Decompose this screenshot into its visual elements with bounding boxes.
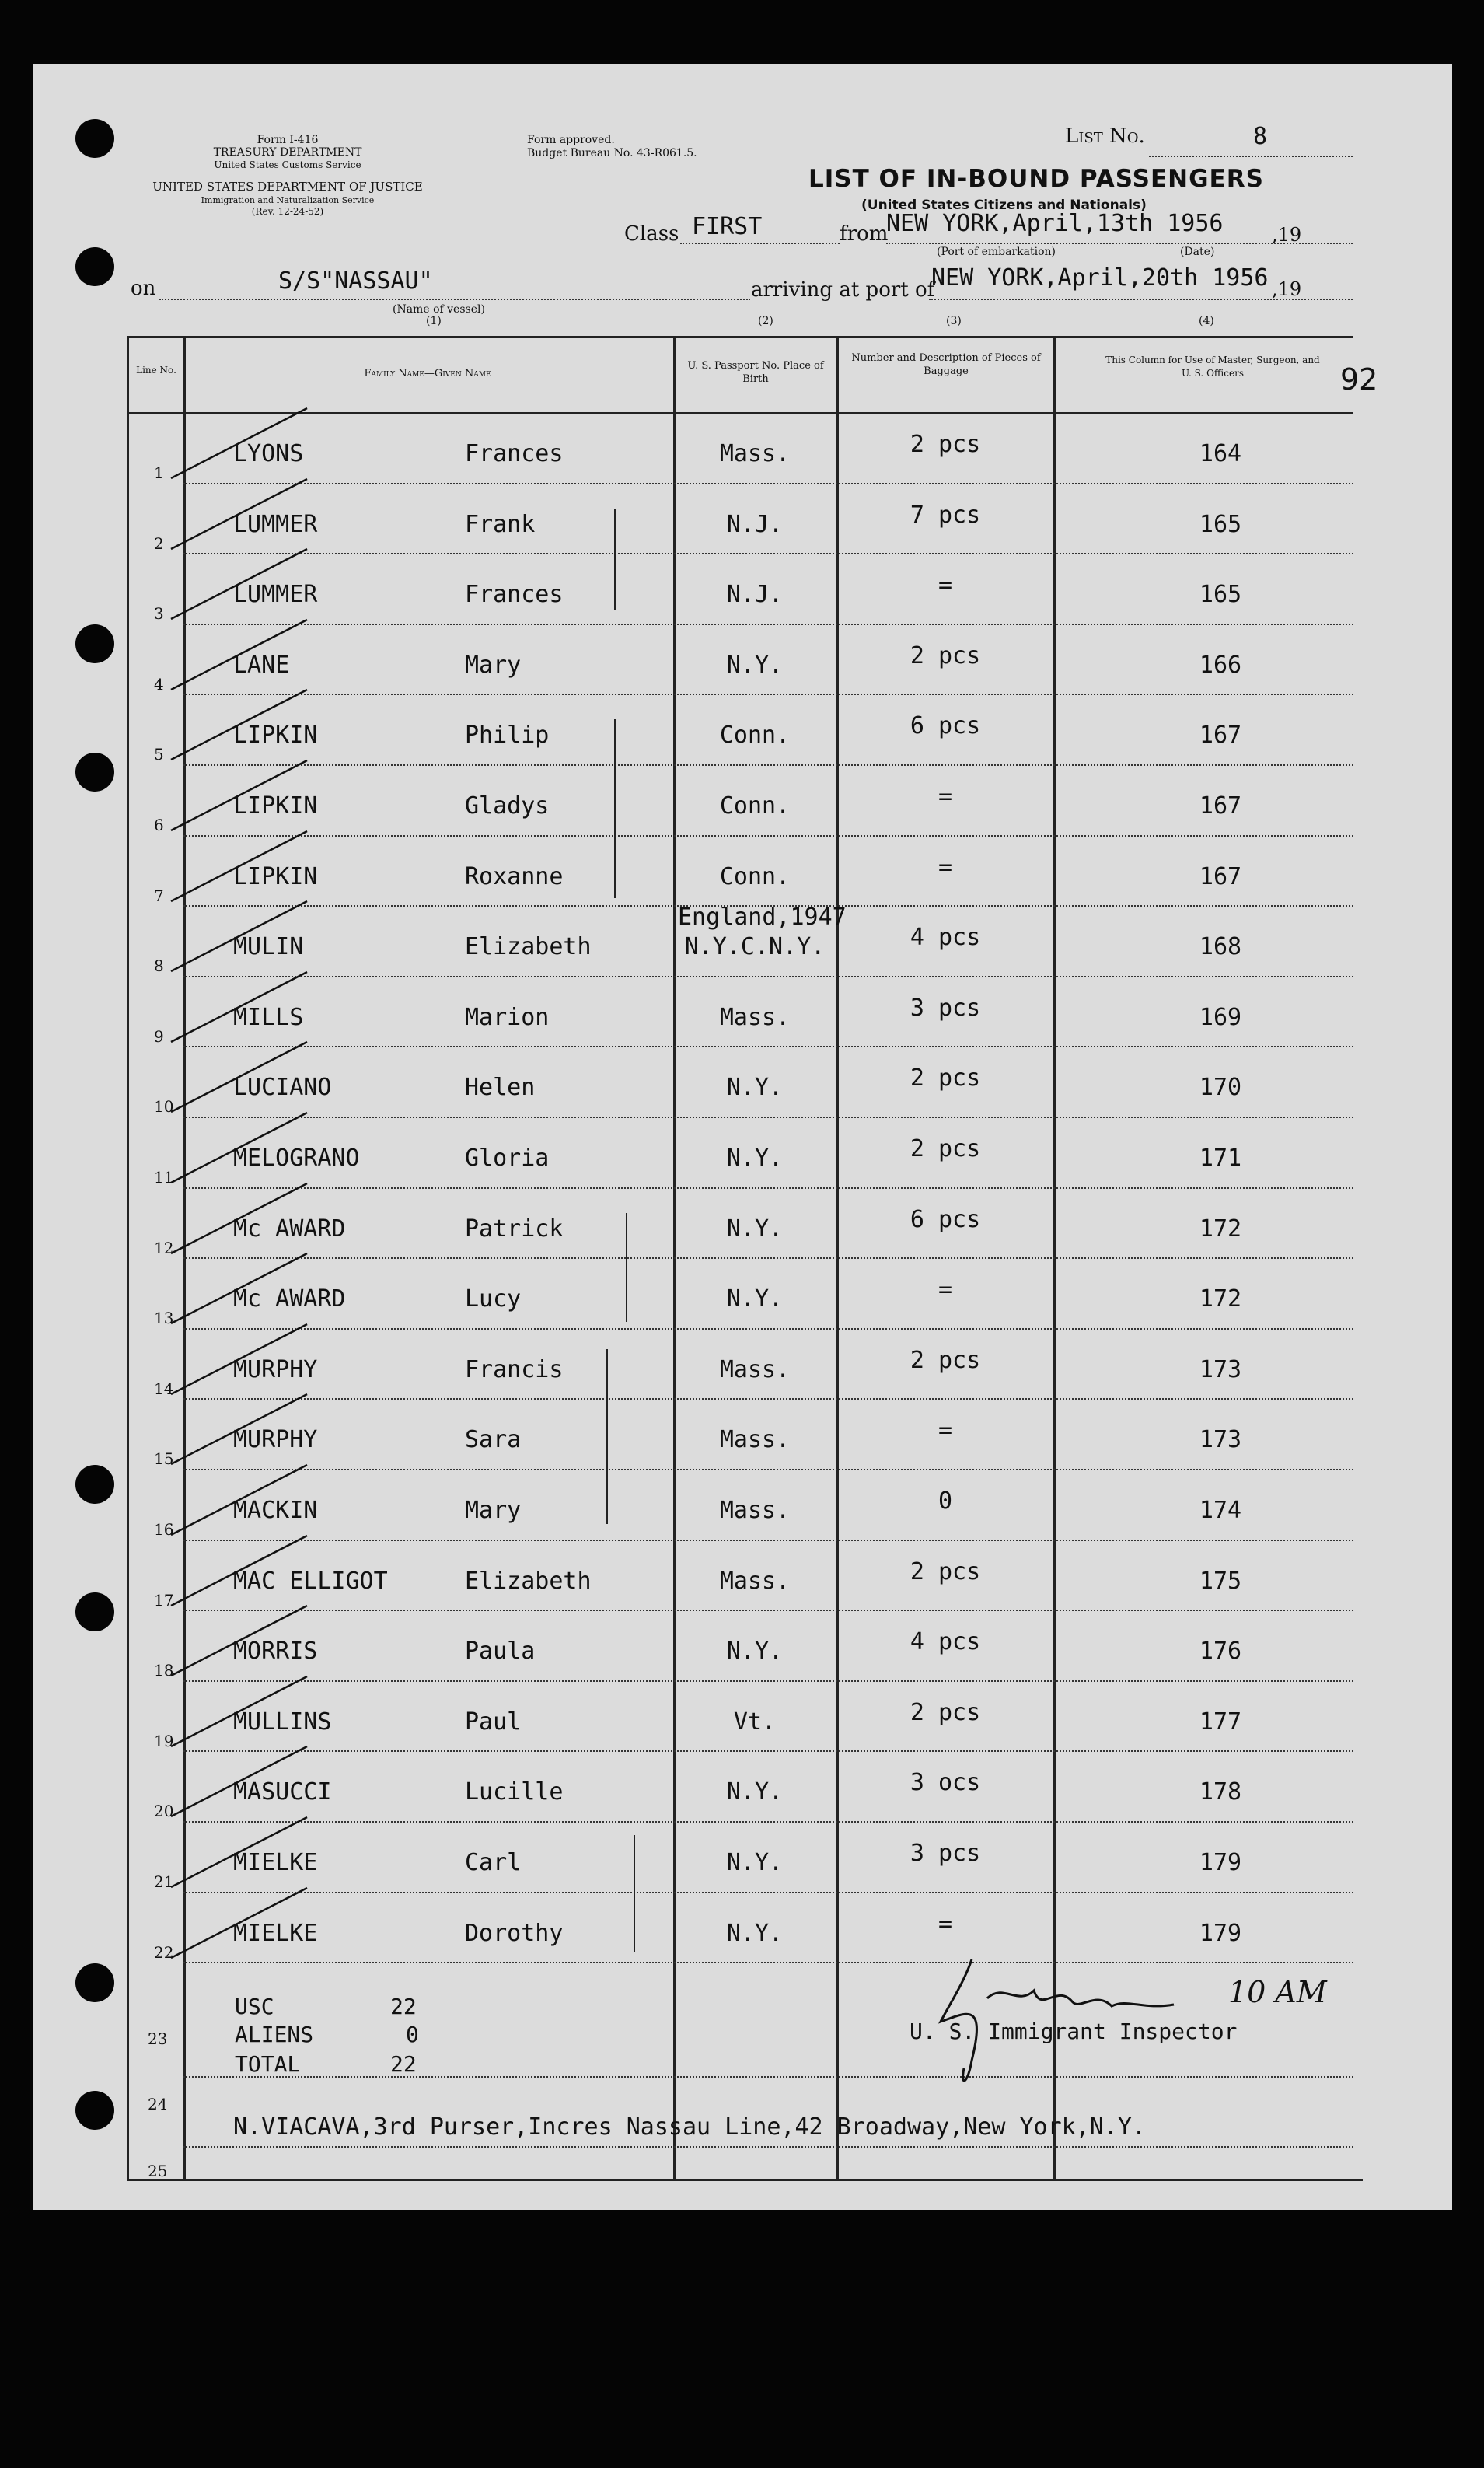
total-count: 22 <box>390 2051 417 2077</box>
row-divider <box>183 1187 1353 1189</box>
given-name: Sara <box>465 1426 522 1454</box>
row-divider <box>183 1046 1353 1047</box>
officer-code: 173 <box>1199 1355 1242 1383</box>
given-name: Marion <box>465 1003 550 1031</box>
baggage-count: 4 pcs <box>910 924 981 952</box>
birthplace: N.Y. <box>726 1215 784 1243</box>
row-divider <box>183 1610 1353 1611</box>
birthplace: Mass. <box>719 1426 791 1454</box>
line-number: 20 <box>154 1802 174 1821</box>
given-name: Patrick <box>465 1215 564 1243</box>
form-number: Form I-416 <box>257 134 319 146</box>
birthplace: N.Y. <box>726 1145 784 1172</box>
given-name: Frances <box>465 440 564 467</box>
given-name: Roxanne <box>465 862 564 890</box>
line-number: 23 <box>148 2029 168 2048</box>
line-number: 5 <box>154 745 164 764</box>
baggage-count: = <box>938 783 953 810</box>
bracket-mark <box>614 509 616 610</box>
line-number: 21 <box>154 1872 174 1891</box>
line-number: 8 <box>154 956 164 976</box>
line-number: 25 <box>148 2162 168 2180</box>
line-number: 22 <box>154 1942 174 1962</box>
birthplace: N.Y. <box>726 1074 784 1102</box>
header-officers: This Column for Use of Master, Surgeon, and U. S. Officers <box>1105 355 1320 379</box>
family-name: LIPKIN <box>233 792 318 820</box>
given-name: Gladys <box>465 792 550 820</box>
row-divider <box>183 1892 1353 1893</box>
baggage-count: 6 pcs <box>910 1205 981 1233</box>
line-number: 10 <box>154 1097 174 1117</box>
birthplace: N.Y. <box>726 1919 784 1947</box>
col-marker-3: (3) <box>946 315 962 327</box>
row-divider <box>183 1469 1353 1470</box>
given-name: Lucy <box>465 1285 522 1313</box>
on-label: on <box>131 277 156 300</box>
inspector-signature <box>917 1936 1213 2092</box>
row-divider <box>183 1257 1353 1259</box>
birthplace: N.Y.C.N.Y. <box>684 933 826 961</box>
date-label: (Date) <box>1180 246 1215 258</box>
row-divider <box>183 835 1353 837</box>
customs-service: United States Customs Service <box>214 159 361 170</box>
baggage-count: 2 pcs <box>910 431 981 458</box>
justice-dept: UNITED STATES DEPARTMENT OF JUSTICE <box>152 180 423 194</box>
header-passport: U. S. Passport No. Place of Birth <box>687 360 824 385</box>
punch-hole <box>75 624 114 663</box>
officer-code: 179 <box>1199 1919 1242 1947</box>
line-number: 4 <box>154 674 164 694</box>
list-number: 8 <box>1253 123 1268 150</box>
bracket-mark <box>634 1835 635 1952</box>
family-name: MIELKE <box>233 1919 318 1947</box>
row-divider <box>183 1750 1353 1752</box>
birthplace: N.J. <box>726 510 784 538</box>
port-embarkation-label: (Port of embarkation) <box>937 246 1056 258</box>
given-name: Lucille <box>465 1778 564 1806</box>
row-divider <box>183 553 1353 554</box>
row-divider <box>183 1398 1353 1400</box>
bracket-mark <box>606 1349 608 1524</box>
given-name: Carl <box>465 1849 522 1876</box>
officer-code: 172 <box>1199 1285 1242 1313</box>
purser-statement: N.VIACAVA,3rd Purser,Incres Nassau Line,42 Broadway,New York,N.Y. <box>233 2113 1146 2141</box>
row-divider <box>183 483 1353 484</box>
usc-label: USC <box>235 1994 274 2019</box>
row-divider <box>183 1328 1353 1330</box>
officer-code: 165 <box>1199 581 1242 609</box>
family-name: MIELKE <box>233 1849 318 1876</box>
birthplace: Conn. <box>719 722 791 750</box>
birthplace: Mass. <box>719 1497 791 1524</box>
line-number: 2 <box>154 533 164 553</box>
header-baggage: Number and Description of Pieces of Baggage <box>851 352 1041 377</box>
baggage-count: 6 pcs <box>910 712 981 740</box>
list-no-label: List No. <box>1065 124 1145 148</box>
line-number: 14 <box>154 1379 174 1398</box>
punch-hole <box>75 753 114 792</box>
given-name: Paul <box>465 1708 522 1736</box>
punch-hole <box>75 119 114 158</box>
birthplace: N.J. <box>726 581 784 609</box>
given-name: Elizabeth <box>465 1567 592 1595</box>
baggage-count: 2 pcs <box>910 1557 981 1585</box>
family-name: LIPKIN <box>233 862 318 890</box>
birthplace-note: England,1947 <box>678 904 847 932</box>
birthplace: N.Y. <box>726 1778 784 1806</box>
given-name: Dorothy <box>465 1919 564 1947</box>
officer-code: 166 <box>1199 651 1242 679</box>
officer-code: 178 <box>1199 1778 1242 1806</box>
page-subtitle: (United States Citizens and Nationals) <box>861 198 1147 213</box>
vessel-label: (Name of vessel) <box>393 303 485 316</box>
inspector-label: U. S. Immigrant Inspector <box>910 2019 1238 2044</box>
baggage-count: 3 ocs <box>910 1769 981 1797</box>
birthplace: Mass. <box>719 1355 791 1383</box>
line-number: 18 <box>154 1661 174 1680</box>
vessel-name: S/S"NASSAU" <box>278 267 433 295</box>
family-name: MURPHY <box>233 1355 318 1383</box>
officer-code: 176 <box>1199 1638 1242 1666</box>
birthplace: Vt. <box>733 1708 777 1736</box>
baggage-count: = <box>938 1417 953 1445</box>
family-name: MASUCCI <box>233 1778 332 1806</box>
family-name: MULLINS <box>233 1708 332 1736</box>
row-divider <box>183 1540 1353 1541</box>
birthplace: Conn. <box>719 862 791 890</box>
line-number: 1 <box>154 463 164 482</box>
officer-code: 174 <box>1199 1497 1242 1524</box>
given-name: Frances <box>465 581 564 609</box>
given-name: Mary <box>465 1497 522 1524</box>
baggage-count: 0 <box>938 1487 953 1515</box>
family-name: LANE <box>233 651 290 679</box>
given-name: Gloria <box>465 1145 550 1172</box>
given-name: Elizabeth <box>465 933 592 961</box>
line-number: 16 <box>154 1520 174 1539</box>
line-number: 3 <box>154 604 164 624</box>
line-number: 13 <box>154 1309 174 1328</box>
given-name: Helen <box>465 1074 536 1102</box>
page-title: LIST OF IN-BOUND PASSENGERS <box>808 165 1264 193</box>
family-name: LUMMER <box>233 510 318 538</box>
family-name: LIPKIN <box>233 722 318 750</box>
officer-code: 170 <box>1199 1074 1242 1102</box>
baggage-count: 3 pcs <box>910 1840 981 1867</box>
form-approved: Form approved. <box>527 134 615 146</box>
birthplace: N.Y. <box>726 651 784 679</box>
family-name: MORRIS <box>233 1638 318 1666</box>
baggage-count: 4 pcs <box>910 1628 981 1656</box>
officer-code: 167 <box>1199 862 1242 890</box>
total-label: TOTAL <box>235 2051 301 2077</box>
check-mark <box>159 1884 318 1970</box>
birthplace: Conn. <box>719 792 791 820</box>
family-name: LYONS <box>233 440 304 467</box>
officer-code: 167 <box>1199 722 1242 750</box>
birthplace: N.Y. <box>726 1285 784 1313</box>
officer-code: 164 <box>1199 440 1242 467</box>
officer-code: 175 <box>1199 1567 1242 1595</box>
budget-bureau: Budget Bureau No. 43-R061.5. <box>527 147 697 159</box>
aliens-count: 0 <box>406 2022 419 2047</box>
treasury-dept: TREASURY DEPARTMENT <box>213 146 362 159</box>
line-number: 7 <box>154 886 164 905</box>
arrival-value: NEW YORK,April,20th 1956 <box>931 264 1269 292</box>
row-divider <box>183 1680 1353 1682</box>
line-number: 17 <box>154 1590 174 1610</box>
family-name: LUCIANO <box>233 1074 332 1102</box>
family-name: Mc AWARD <box>233 1285 346 1313</box>
baggage-count: = <box>938 853 953 881</box>
birthplace: N.Y. <box>726 1638 784 1666</box>
punch-hole <box>75 247 114 286</box>
family-name: MULIN <box>233 933 304 961</box>
given-name: Frank <box>465 510 536 538</box>
family-name: Mc AWARD <box>233 1215 346 1243</box>
family-name: MELOGRANO <box>233 1145 360 1172</box>
family-name: MACKIN <box>233 1497 318 1524</box>
officer-code: 179 <box>1199 1849 1242 1876</box>
line-number: 11 <box>154 1168 174 1187</box>
row-divider <box>183 1821 1353 1823</box>
line-number: 15 <box>154 1449 174 1469</box>
form-revision: (Rev. 12-24-52) <box>251 206 324 217</box>
family-name: MURPHY <box>233 1426 318 1454</box>
punch-hole <box>75 1592 114 1631</box>
baggage-count: 7 pcs <box>910 501 981 529</box>
baggage-count: 2 pcs <box>910 1346 981 1374</box>
row-divider <box>183 764 1353 766</box>
header-line-no: Line No. <box>136 365 176 376</box>
punch-hole <box>75 1963 114 2002</box>
birthplace: Mass. <box>719 440 791 467</box>
line-number: 12 <box>154 1238 174 1257</box>
family-name: LUMMER <box>233 581 318 609</box>
birthplace: Mass. <box>719 1003 791 1031</box>
line-number: 6 <box>154 816 164 834</box>
baggage-count: = <box>938 572 953 600</box>
year-suffix: ,19 <box>1272 224 1302 246</box>
col-marker-2: (2) <box>758 315 773 327</box>
ins-service: Immigration and Naturalization Service <box>201 195 375 205</box>
bracket-mark <box>614 719 616 898</box>
from-label: from <box>840 222 889 246</box>
year-suffix-2: ,19 <box>1272 278 1302 300</box>
line-number: 19 <box>154 1731 174 1750</box>
time-note: 10 AM <box>1228 1975 1327 2009</box>
given-name: Philip <box>465 722 550 750</box>
punch-hole <box>75 1465 114 1504</box>
line-number: 9 <box>154 1026 164 1046</box>
baggage-count: = <box>938 1910 953 1938</box>
birthplace: N.Y. <box>726 1849 784 1876</box>
arriving-label: arriving at port of <box>751 278 935 302</box>
line-number: 24 <box>148 2095 168 2113</box>
officer-code: 167 <box>1199 792 1242 820</box>
officer-code: 172 <box>1199 1215 1242 1243</box>
family-name: MAC ELLIGOT <box>233 1567 388 1595</box>
class-label: Class <box>624 222 679 246</box>
aliens-label: ALIENS <box>235 2022 314 2047</box>
baggage-count: 2 pcs <box>910 1064 981 1092</box>
given-name: Mary <box>465 651 522 679</box>
baggage-count: = <box>938 1276 953 1304</box>
officer-code: 169 <box>1199 1003 1242 1031</box>
col-marker-1: (1) <box>426 315 442 327</box>
birthplace: Mass. <box>719 1567 791 1595</box>
row-divider <box>183 976 1353 977</box>
embarkation-value: NEW YORK,April,13th 1956 <box>886 210 1224 237</box>
row-divider <box>183 694 1353 695</box>
family-name: MILLS <box>233 1003 304 1031</box>
punch-hole <box>75 2091 114 2130</box>
page-mark: 92 <box>1340 362 1378 397</box>
header-name: Family Name—Given Name <box>364 368 491 379</box>
officer-code: 171 <box>1199 1145 1242 1172</box>
bracket-mark <box>626 1213 627 1322</box>
col-marker-4: (4) <box>1199 315 1214 327</box>
given-name: Paula <box>465 1638 536 1666</box>
baggage-count: 2 pcs <box>910 641 981 669</box>
officer-code: 168 <box>1199 933 1242 961</box>
usc-count: 22 <box>390 1994 417 2019</box>
baggage-count: 2 pcs <box>910 1135 981 1162</box>
baggage-count: 3 pcs <box>910 994 981 1022</box>
given-name: Francis <box>465 1355 564 1383</box>
baggage-count: 2 pcs <box>910 1698 981 1726</box>
officer-code: 165 <box>1199 510 1242 538</box>
officer-code: 173 <box>1199 1426 1242 1454</box>
class-value: FIRST <box>692 213 763 240</box>
row-divider <box>183 624 1353 625</box>
officer-code: 177 <box>1199 1708 1242 1736</box>
row-divider <box>183 1117 1353 1118</box>
